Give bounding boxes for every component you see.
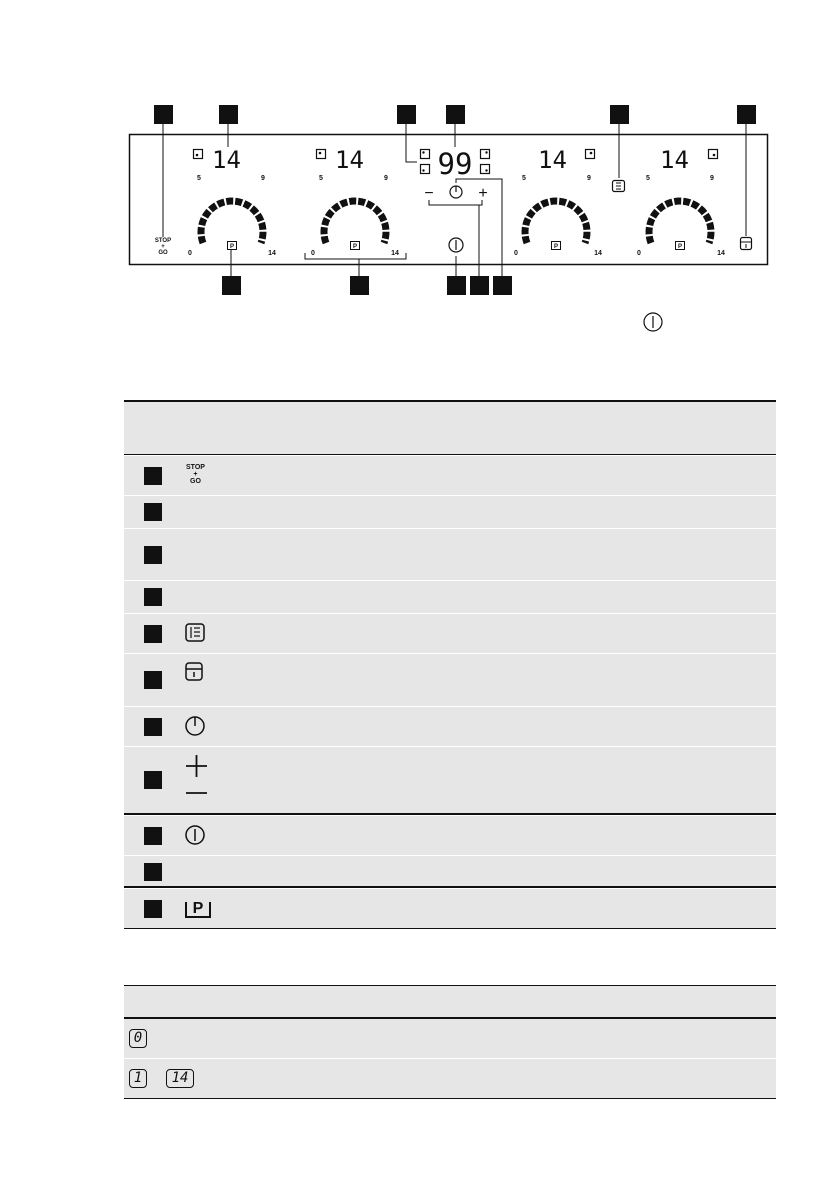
- table-row: [124, 746, 776, 815]
- row-marker: [144, 503, 162, 521]
- svg-text:14: 14: [717, 250, 725, 257]
- svg-text:5: 5: [197, 175, 201, 182]
- svg-text:P: P: [352, 244, 358, 250]
- table-row: [124, 815, 776, 855]
- svg-text:0: 0: [311, 250, 315, 257]
- zone-display: 14: [335, 146, 364, 174]
- table-row: [124, 1018, 776, 1058]
- table-row: [124, 495, 776, 528]
- svg-text:5: 5: [646, 175, 650, 182]
- svg-text:5: 5: [522, 175, 526, 182]
- timer-icon: [184, 715, 208, 739]
- callout-marker-7: [493, 276, 512, 295]
- callout-marker-8: [470, 276, 489, 295]
- svg-text:9: 9: [261, 175, 265, 182]
- table-header: [124, 985, 776, 1018]
- lock-icon: [184, 661, 206, 683]
- row-marker: [144, 900, 162, 918]
- callout-markers-bottom: [222, 276, 512, 295]
- svg-text:14: 14: [268, 250, 276, 257]
- timer-display: 99: [437, 147, 473, 181]
- display-digit-zero: 0: [129, 1029, 147, 1048]
- svg-text:9: 9: [710, 175, 714, 182]
- display-table: [124, 985, 776, 1099]
- row-marker: [144, 863, 162, 881]
- callout-marker-9: [447, 276, 466, 295]
- svg-text:P: P: [553, 244, 559, 250]
- svg-text:0: 0: [514, 250, 518, 257]
- callout-marker-2: [219, 105, 238, 124]
- table-row: [124, 706, 776, 746]
- row-marker: [144, 546, 162, 564]
- stop-go-label[interactable]: STOP: [154, 238, 172, 244]
- table-row: [124, 653, 776, 706]
- svg-text:+: +: [161, 244, 165, 250]
- table-row: [124, 455, 776, 495]
- table-row: [124, 1058, 776, 1099]
- callout-markers-top: [154, 105, 756, 124]
- row-marker: [144, 625, 162, 643]
- controls-table: [124, 400, 776, 929]
- callout-marker-3: [397, 105, 416, 124]
- table-row: [124, 528, 776, 580]
- row-marker: [144, 671, 162, 689]
- zone-display: 14: [660, 146, 689, 174]
- callout-marker-1: [154, 105, 173, 124]
- zone-display: 14: [212, 146, 241, 174]
- stop-go-icon: STOP + GO: [186, 464, 205, 485]
- svg-text:9: 9: [587, 175, 591, 182]
- row-marker: [144, 827, 162, 845]
- plus-minus-icon: [184, 755, 210, 805]
- svg-text:14: 14: [391, 250, 399, 257]
- svg-text:P: P: [192, 900, 204, 917]
- row-marker: [144, 467, 162, 485]
- callout-marker-10: [350, 276, 369, 295]
- display-digit-one: 1: [129, 1069, 147, 1088]
- svg-text:9: 9: [384, 175, 388, 182]
- table-header: [124, 400, 776, 455]
- table-row: [124, 613, 776, 653]
- row-marker: [144, 718, 162, 736]
- svg-text:P: P: [677, 244, 683, 250]
- callout-marker-5: [610, 105, 629, 124]
- minus-button[interactable]: −: [424, 185, 434, 202]
- power-boost-icon: [184, 896, 214, 920]
- svg-text:14: 14: [594, 250, 602, 257]
- control-panel-diagram: [0, 0, 839, 380]
- row-marker: [144, 771, 162, 789]
- callout-marker-4: [446, 105, 465, 124]
- svg-text:GO: GO: [158, 250, 168, 256]
- row-marker: [144, 588, 162, 606]
- svg-text:P: P: [229, 244, 235, 250]
- plus-button[interactable]: +: [478, 185, 488, 202]
- bridge-icon: [184, 622, 208, 644]
- table-row: [124, 855, 776, 888]
- svg-text:0: 0: [637, 250, 641, 257]
- table-row: [124, 580, 776, 613]
- callout-marker-11: [222, 276, 241, 295]
- svg-text:5: 5: [319, 175, 323, 182]
- svg-text:0: 0: [188, 250, 192, 257]
- display-digit-fourteen: 14: [166, 1069, 194, 1088]
- zone-display: 14: [538, 146, 567, 174]
- table-row: [124, 888, 776, 929]
- power-icon: [184, 824, 208, 848]
- callout-marker-6: [737, 105, 756, 124]
